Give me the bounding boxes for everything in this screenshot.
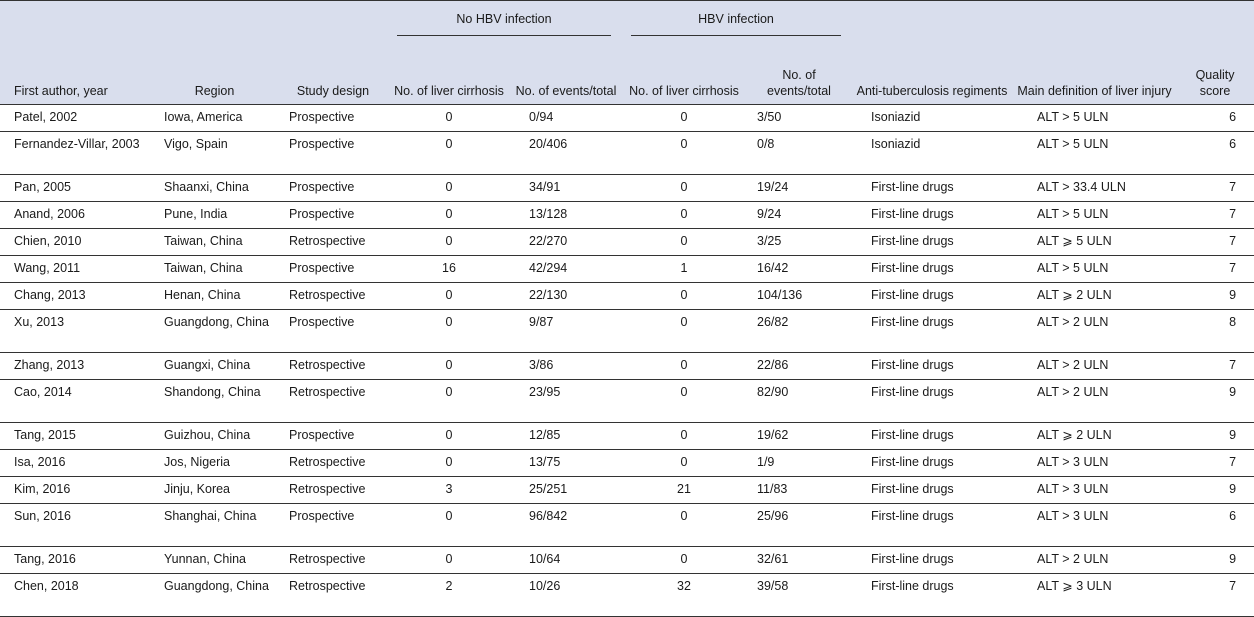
- cirrhosis-no-hbv-cell: 0: [387, 450, 511, 477]
- col-header-design: Study design: [279, 52, 387, 105]
- quality-score-cell: 7: [1176, 353, 1254, 380]
- events-no-hbv-cell: 0/94: [511, 105, 621, 132]
- design-cell: Prospective: [279, 105, 387, 132]
- region-cell: Guangxi, China: [150, 353, 279, 380]
- events-hbv-cell: 19/24: [747, 175, 851, 202]
- cirrhosis-hbv-cell: 0: [621, 310, 747, 353]
- events-hbv-cell: 0/8: [747, 132, 851, 175]
- quality-score-cell: 9: [1176, 477, 1254, 504]
- cirrhosis-hbv-cell: 0: [621, 105, 747, 132]
- cirrhosis-hbv-cell: 0: [621, 353, 747, 380]
- cirrhosis-no-hbv-cell: 0: [387, 132, 511, 175]
- author-cell: Pan, 2005: [0, 175, 150, 202]
- author-cell: Chang, 2013: [0, 283, 150, 310]
- events-no-hbv-cell: 22/270: [511, 229, 621, 256]
- quality-score-cell: 6: [1176, 504, 1254, 547]
- cirrhosis-hbv-cell: 0: [621, 450, 747, 477]
- design-cell: Retrospective: [279, 547, 387, 574]
- region-cell: Jos, Nigeria: [150, 450, 279, 477]
- quality-score-cell: 7: [1176, 574, 1254, 617]
- region-cell: Yunnan, China: [150, 547, 279, 574]
- table-row: [0, 202, 1254, 229]
- group-hbv-header: HBV infection: [621, 1, 851, 53]
- cirrhosis-no-hbv-cell: 0: [387, 175, 511, 202]
- author-cell: Tang, 2016: [0, 547, 150, 574]
- region-cell: Jinju, Korea: [150, 477, 279, 504]
- table-row: [0, 229, 1254, 256]
- regimen-cell: First-line drugs: [851, 353, 1013, 380]
- events-no-hbv-cell: 13/75: [511, 450, 621, 477]
- regimen-cell: First-line drugs: [851, 477, 1013, 504]
- quality-score-cell: 7: [1176, 175, 1254, 202]
- regimen-cell: First-line drugs: [851, 310, 1013, 353]
- cirrhosis-hbv-cell: 0: [621, 423, 747, 450]
- design-cell: Prospective: [279, 423, 387, 450]
- table-row: [0, 353, 1254, 380]
- cirrhosis-no-hbv-cell: 0: [387, 547, 511, 574]
- author-cell: Cao, 2014: [0, 380, 150, 423]
- events-no-hbv-cell: 22/130: [511, 283, 621, 310]
- design-cell: Retrospective: [279, 450, 387, 477]
- definition-cell: ALT > 2 ULN: [1013, 380, 1176, 423]
- regimen-cell: First-line drugs: [851, 202, 1013, 229]
- quality-score-cell: 7: [1176, 256, 1254, 283]
- events-hbv-cell: 9/24: [747, 202, 851, 229]
- definition-cell: ALT > 5 ULN: [1013, 105, 1176, 132]
- design-cell: Retrospective: [279, 380, 387, 423]
- events-hbv-cell: 82/90: [747, 380, 851, 423]
- group-no-hbv-header: No HBV infection: [387, 1, 621, 53]
- region-cell: Shanghai, China: [150, 504, 279, 547]
- col-header-events-no-hbv: No. of events/total: [511, 52, 621, 105]
- definition-cell: ALT > 33.4 ULN: [1013, 175, 1176, 202]
- events-no-hbv-cell: 12/85: [511, 423, 621, 450]
- quality-score-cell: 8: [1176, 310, 1254, 353]
- events-hbv-cell: 104/136: [747, 283, 851, 310]
- definition-cell: ALT > 3 ULN: [1013, 450, 1176, 477]
- regimen-cell: Isoniazid: [851, 105, 1013, 132]
- cirrhosis-no-hbv-cell: 0: [387, 283, 511, 310]
- author-cell: Xu, 2013: [0, 310, 150, 353]
- col-header-definition: Main definition of liver injury: [1013, 52, 1176, 105]
- table-header: [0, 1, 1254, 105]
- col-header-cirrhosis-no-hbv: No. of liver cirrhosis: [387, 52, 511, 105]
- region-cell: Henan, China: [150, 283, 279, 310]
- cirrhosis-no-hbv-cell: 0: [387, 423, 511, 450]
- quality-score-cell: 9: [1176, 547, 1254, 574]
- table-row: [0, 574, 1254, 617]
- cirrhosis-hbv-cell: 0: [621, 175, 747, 202]
- regimen-cell: Isoniazid: [851, 132, 1013, 175]
- cirrhosis-no-hbv-cell: 0: [387, 310, 511, 353]
- col-header-events-hbv: No. of events/total: [747, 52, 851, 105]
- design-cell: Retrospective: [279, 477, 387, 504]
- region-cell: Taiwan, China: [150, 256, 279, 283]
- author-cell: Tang, 2015: [0, 423, 150, 450]
- events-no-hbv-cell: 10/64: [511, 547, 621, 574]
- cirrhosis-no-hbv-cell: 0: [387, 202, 511, 229]
- table-row: [0, 477, 1254, 504]
- author-cell: Chien, 2010: [0, 229, 150, 256]
- definition-cell: ALT > 5 ULN: [1013, 202, 1176, 229]
- table-row: [0, 547, 1254, 574]
- regimen-cell: First-line drugs: [851, 423, 1013, 450]
- cirrhosis-no-hbv-cell: 0: [387, 380, 511, 423]
- table-row: [0, 380, 1254, 423]
- regimen-cell: First-line drugs: [851, 574, 1013, 617]
- author-cell: Kim, 2016: [0, 477, 150, 504]
- region-cell: Iowa, America: [150, 105, 279, 132]
- events-hbv-cell: 22/86: [747, 353, 851, 380]
- table-row: [0, 504, 1254, 547]
- definition-cell: ALT > 3 ULN: [1013, 477, 1176, 504]
- region-cell: Guizhou, China: [150, 423, 279, 450]
- cirrhosis-hbv-cell: 0: [621, 547, 747, 574]
- regimen-cell: First-line drugs: [851, 175, 1013, 202]
- design-cell: Retrospective: [279, 283, 387, 310]
- regimen-cell: First-line drugs: [851, 229, 1013, 256]
- cirrhosis-no-hbv-cell: 2: [387, 574, 511, 617]
- col-header-cirrhosis-hbv: No. of liver cirrhosis: [621, 52, 747, 105]
- author-cell: Fernandez-Villar, 2003: [0, 132, 150, 175]
- events-hbv-cell: 3/50: [747, 105, 851, 132]
- events-no-hbv-cell: 96/842: [511, 504, 621, 547]
- quality-score-cell: 9: [1176, 423, 1254, 450]
- cirrhosis-hbv-cell: 0: [621, 504, 747, 547]
- table-row: [0, 105, 1254, 132]
- cirrhosis-hbv-cell: 0: [621, 229, 747, 256]
- col-header-author: First author, year: [0, 52, 150, 105]
- cirrhosis-hbv-cell: 0: [621, 283, 747, 310]
- design-cell: Retrospective: [279, 574, 387, 617]
- region-cell: Vigo, Spain: [150, 132, 279, 175]
- cirrhosis-hbv-cell: 1: [621, 256, 747, 283]
- author-cell: Zhang, 2013: [0, 353, 150, 380]
- definition-cell: ALT > 5 ULN: [1013, 132, 1176, 175]
- definition-cell: ALT > 5 ULN: [1013, 256, 1176, 283]
- table-row: [0, 256, 1254, 283]
- cirrhosis-no-hbv-cell: 16: [387, 256, 511, 283]
- design-cell: Prospective: [279, 202, 387, 229]
- cirrhosis-hbv-cell: 32: [621, 574, 747, 617]
- author-cell: Isa, 2016: [0, 450, 150, 477]
- design-cell: Prospective: [279, 175, 387, 202]
- quality-score-cell: 6: [1176, 132, 1254, 175]
- region-cell: Shaanxi, China: [150, 175, 279, 202]
- events-hbv-cell: 26/82: [747, 310, 851, 353]
- author-cell: Patel, 2002: [0, 105, 150, 132]
- design-cell: Retrospective: [279, 229, 387, 256]
- table-row: [0, 132, 1254, 175]
- author-cell: Sun, 2016: [0, 504, 150, 547]
- cirrhosis-no-hbv-cell: 3: [387, 477, 511, 504]
- cirrhosis-hbv-cell: 0: [621, 132, 747, 175]
- regimen-cell: First-line drugs: [851, 450, 1013, 477]
- design-cell: Prospective: [279, 132, 387, 175]
- design-cell: Prospective: [279, 256, 387, 283]
- design-cell: Retrospective: [279, 353, 387, 380]
- definition-cell: ALT > 3 ULN: [1013, 504, 1176, 547]
- events-no-hbv-cell: 9/87: [511, 310, 621, 353]
- region-cell: Taiwan, China: [150, 229, 279, 256]
- quality-score-cell: 7: [1176, 202, 1254, 229]
- author-cell: Chen, 2018: [0, 574, 150, 617]
- table-row: [0, 423, 1254, 450]
- table-row: [0, 450, 1254, 477]
- events-hbv-cell: 25/96: [747, 504, 851, 547]
- definition-cell: ALT ⩾ 2 ULN: [1013, 423, 1176, 450]
- quality-score-cell: 9: [1176, 283, 1254, 310]
- definition-cell: ALT ⩾ 3 ULN: [1013, 574, 1176, 617]
- cirrhosis-hbv-cell: 0: [621, 380, 747, 423]
- regimen-cell: First-line drugs: [851, 256, 1013, 283]
- table-body: [0, 105, 1254, 617]
- table-row: [0, 283, 1254, 310]
- quality-score-cell: 7: [1176, 229, 1254, 256]
- regimen-cell: First-line drugs: [851, 380, 1013, 423]
- definition-cell: ALT > 2 ULN: [1013, 310, 1176, 353]
- quality-score-cell: 9: [1176, 380, 1254, 423]
- events-hbv-cell: 16/42: [747, 256, 851, 283]
- events-no-hbv-cell: 25/251: [511, 477, 621, 504]
- quality-score-cell: 6: [1176, 105, 1254, 132]
- region-cell: Guangdong, China: [150, 310, 279, 353]
- events-no-hbv-cell: 3/86: [511, 353, 621, 380]
- definition-cell: ALT > 2 ULN: [1013, 353, 1176, 380]
- definition-cell: ALT > 2 ULN: [1013, 547, 1176, 574]
- events-no-hbv-cell: 10/26: [511, 574, 621, 617]
- author-cell: Anand, 2006: [0, 202, 150, 229]
- events-no-hbv-cell: 13/128: [511, 202, 621, 229]
- cirrhosis-hbv-cell: 0: [621, 202, 747, 229]
- quality-score-cell: 7: [1176, 450, 1254, 477]
- events-no-hbv-cell: 23/95: [511, 380, 621, 423]
- events-hbv-cell: 1/9: [747, 450, 851, 477]
- design-cell: Prospective: [279, 504, 387, 547]
- events-hbv-cell: 19/62: [747, 423, 851, 450]
- events-no-hbv-cell: 20/406: [511, 132, 621, 175]
- region-cell: Pune, India: [150, 202, 279, 229]
- events-hbv-cell: 3/25: [747, 229, 851, 256]
- events-hbv-cell: 39/58: [747, 574, 851, 617]
- col-header-regimen: Anti-tuberculosis regiments: [851, 52, 1013, 105]
- author-cell: Wang, 2011: [0, 256, 150, 283]
- events-no-hbv-cell: 34/91: [511, 175, 621, 202]
- definition-cell: ALT ⩾ 2 ULN: [1013, 283, 1176, 310]
- region-cell: Guangdong, China: [150, 574, 279, 617]
- definition-cell: ALT ⩾ 5 ULN: [1013, 229, 1176, 256]
- col-header-region: Region: [150, 52, 279, 105]
- regimen-cell: First-line drugs: [851, 504, 1013, 547]
- cirrhosis-no-hbv-cell: 0: [387, 353, 511, 380]
- regimen-cell: First-line drugs: [851, 547, 1013, 574]
- col-header-quality: Quality score: [1176, 52, 1254, 105]
- region-cell: Shandong, China: [150, 380, 279, 423]
- events-hbv-cell: 11/83: [747, 477, 851, 504]
- regimen-cell: First-line drugs: [851, 283, 1013, 310]
- events-no-hbv-cell: 42/294: [511, 256, 621, 283]
- cirrhosis-no-hbv-cell: 0: [387, 229, 511, 256]
- design-cell: Prospective: [279, 310, 387, 353]
- events-hbv-cell: 32/61: [747, 547, 851, 574]
- cirrhosis-no-hbv-cell: 0: [387, 504, 511, 547]
- table-row: [0, 310, 1254, 353]
- cirrhosis-no-hbv-cell: 0: [387, 105, 511, 132]
- table-row: [0, 175, 1254, 202]
- cirrhosis-hbv-cell: 21: [621, 477, 747, 504]
